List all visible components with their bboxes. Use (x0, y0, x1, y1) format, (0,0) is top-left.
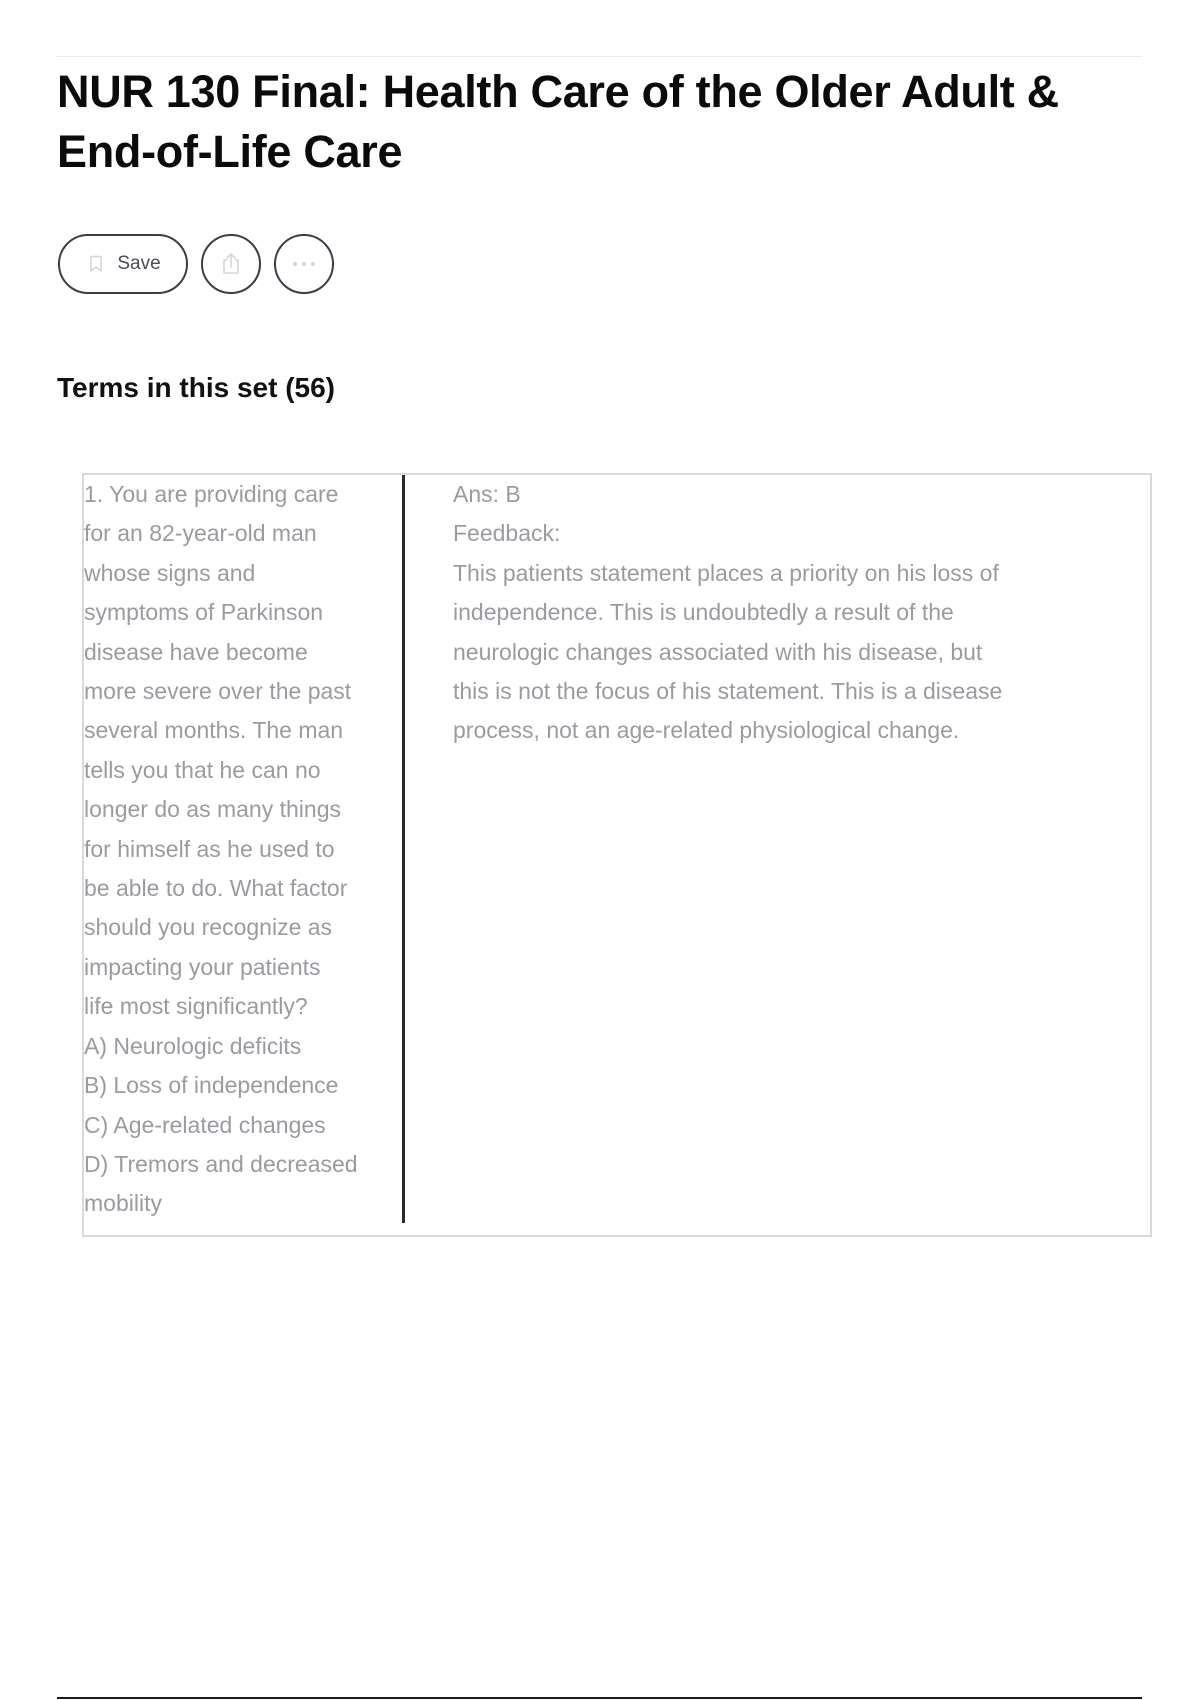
share-button[interactable] (201, 234, 261, 294)
answer-option-d: D) Tremors and decreased (84, 1150, 358, 1177)
top-divider (57, 56, 1142, 57)
term-line: for himself as he used to (84, 835, 335, 862)
term-definition (453, 475, 1093, 751)
more-icon (292, 261, 316, 267)
term-question (84, 475, 405, 1223)
term-line: symptoms of Parkinson (84, 599, 324, 626)
answer-key: Ans: B (453, 481, 521, 507)
save-button-label: Save (117, 253, 161, 274)
feedback-line: this is not the focus of his statement. This is a disease (453, 678, 1003, 705)
page-title (57, 62, 1167, 182)
term-card (82, 473, 1152, 1237)
save-button[interactable] (58, 234, 188, 294)
term-line: be able to do. What factor (84, 875, 348, 902)
feedback-line: process, not an age-related physiological change. (453, 717, 960, 744)
answer-option-c: C) Age-related changes (84, 1111, 326, 1138)
page-title-line: NUR 130 Final: Health Care of the Older Adult & (57, 66, 1059, 117)
share-icon (220, 252, 242, 276)
action-bar (58, 234, 334, 294)
term-line: for an 82-year-old man (84, 520, 317, 547)
term-line: whose signs and (84, 559, 256, 586)
term-line: disease have become (84, 638, 308, 665)
bottom-divider (57, 1697, 1142, 1699)
term-line: impacting your patients (84, 953, 321, 980)
term-line: longer do as many things (84, 796, 341, 823)
feedback-line: neurologic changes associated with his disease, but (453, 638, 983, 665)
page-title-line: End-of-Life Care (57, 126, 403, 177)
feedback-line: This patients statement places a priority on his loss of (453, 559, 999, 586)
term-line: 1. You are providing care (84, 481, 339, 507)
bookmark-icon (89, 255, 103, 273)
term-line: should you recognize as (84, 914, 333, 941)
term-line: several months. The man (84, 717, 344, 744)
term-line: life most significantly? (84, 993, 308, 1020)
term-line: tells you that he can no (84, 756, 321, 783)
answer-option-a: A) Neurologic deficits (84, 1032, 302, 1059)
more-options-button[interactable] (274, 234, 334, 294)
feedback-line: independence. This is undoubtedly a result of the (453, 599, 954, 626)
terms-heading: Terms in this set (56) (57, 372, 336, 403)
term-line: more severe over the past (84, 678, 352, 705)
feedback-label: Feedback: (453, 520, 561, 547)
answer-option-b: B) Loss of independence (84, 1072, 339, 1099)
term-line: mobility (84, 1190, 162, 1217)
